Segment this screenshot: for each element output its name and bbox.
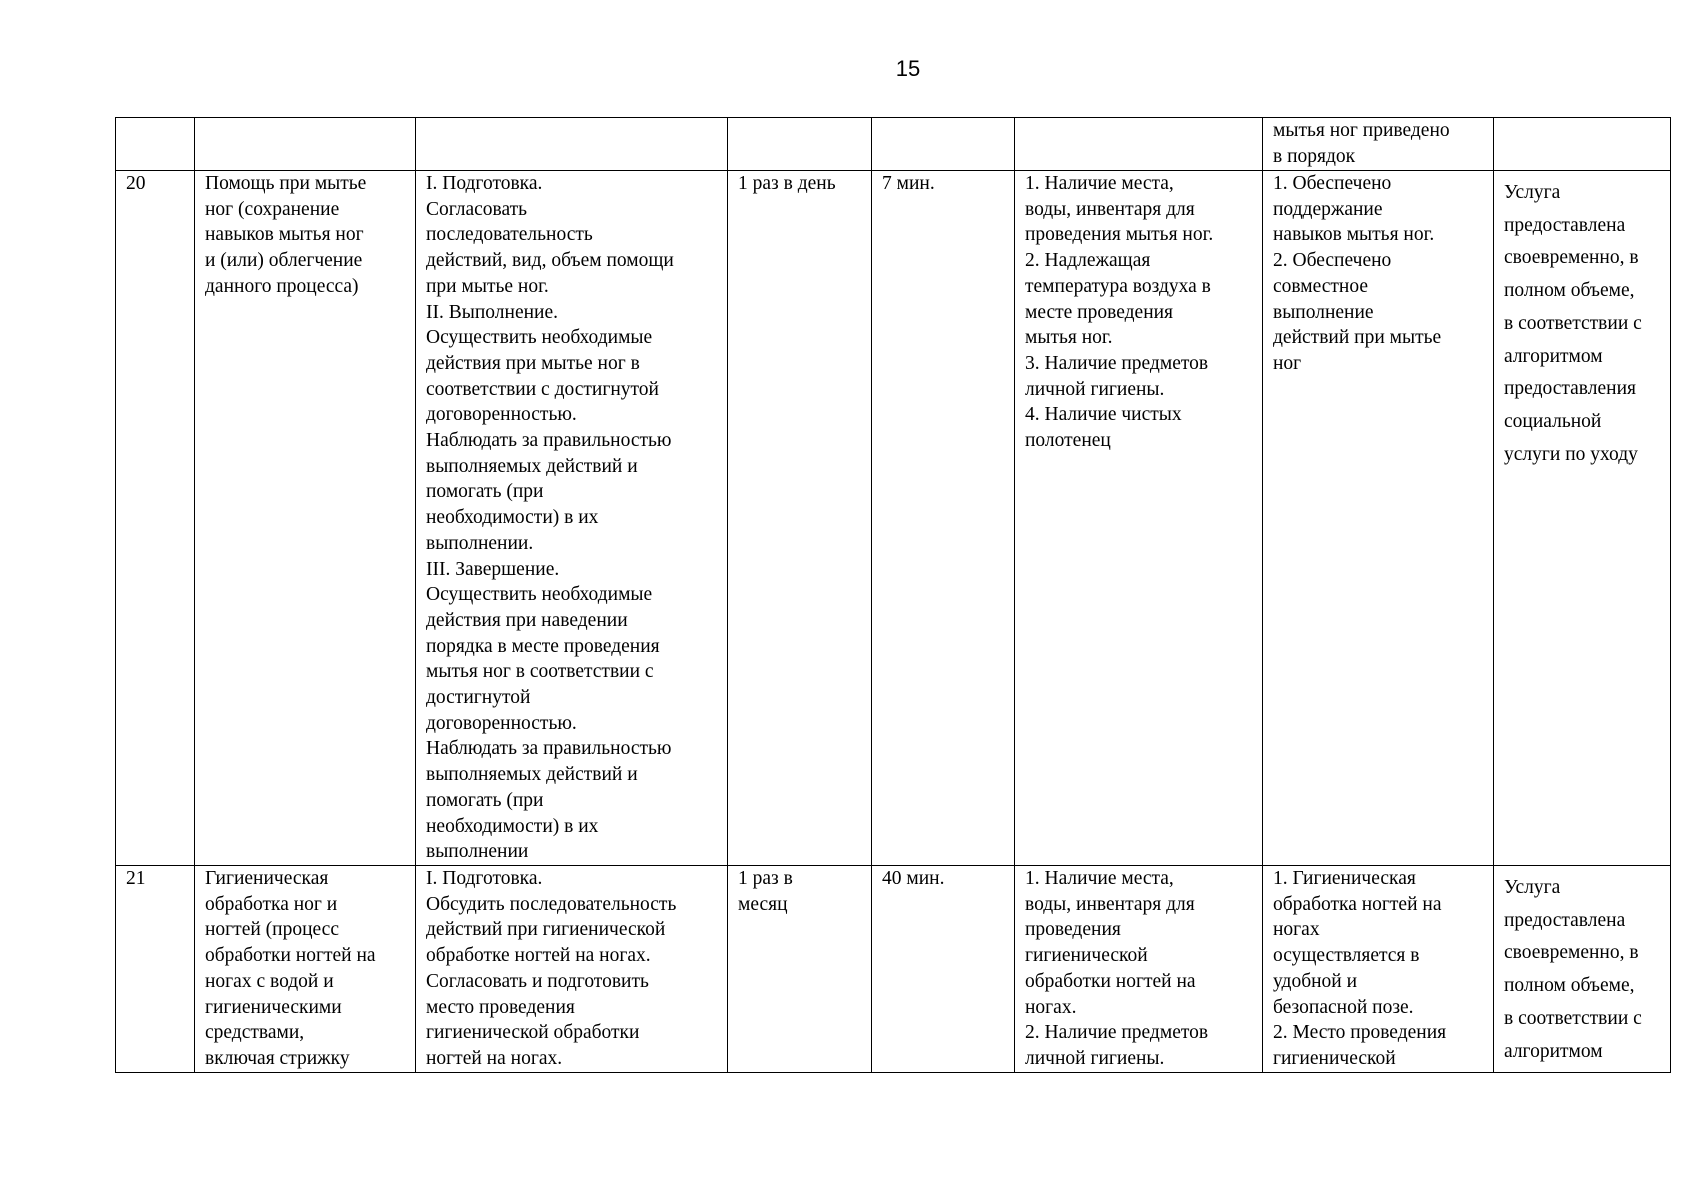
- cell-actions: I. Подготовка. Согласовать последовательность действий, вид, объем помощи при мытье ног. II. Выполнение. Осуществить необходимые действия при мытье ног в соответствии с достигнутой договоренностью. Наблюдать за правильностью выполняемых действий и помогать (при необходимости) в их выполнении. III. Завершение. Осуществить необходимые действия при наведении порядка в месте проведения мытья ног в соответствии с достигнутой договоренностью. Наблюдать за правильностью выполняемых действий и помогать (при необходимости) в их выполнении: [416, 171, 728, 866]
- cell-service-name: [195, 118, 416, 171]
- cell-number: [116, 118, 195, 171]
- cell-actions: I. Подготовка. Обсудить последовательность действий при гигиенической обработке ногтей на ногах. Согласовать и подготовить место проведения гигиенической обработки ногтей на ногах.: [416, 866, 728, 1073]
- cell-service-name: Помощь при мытье ног (сохранение навыков мытья ног и (или) облегчение данного процесса): [195, 171, 416, 866]
- cell-duration: 7 мин.: [872, 171, 1015, 866]
- service-standards-table: [115, 117, 1671, 1073]
- cell-number: 21: [116, 866, 195, 1073]
- cell-duration: [872, 118, 1015, 171]
- table-row-continuation: [116, 118, 1671, 171]
- table-row-21: [116, 866, 1671, 1073]
- cell-frequency: [728, 118, 872, 171]
- cell-result: [1494, 118, 1671, 171]
- cell-service-name: Гигиеническая обработка ног и ногтей (процесс обработки ногтей на ногах с водой и гигиеническими средствами, включая стрижку: [195, 866, 416, 1073]
- cell-conditions: [1015, 118, 1263, 171]
- cell-frequency: 1 раз в день: [728, 171, 872, 866]
- cell-result: Услуга предоставлена своевременно, в полном объеме, в соответствии с алгоритмом: [1494, 866, 1671, 1073]
- cell-actions: [416, 118, 728, 171]
- cell-indicators: мытья ног приведено в порядок: [1263, 118, 1494, 171]
- cell-number: 20: [116, 171, 195, 866]
- cell-conditions: 1. Наличие места, воды, инвентаря для проведения гигиенической обработки ногтей на ногах. 2. Наличие предметов личной гигиены.: [1015, 866, 1263, 1073]
- cell-result: Услуга предоставлена своевременно, в полном объеме, в соответствии с алгоритмом предоставления социальной услуги по уходу: [1494, 171, 1671, 866]
- cell-indicators: 1. Гигиеническая обработка ногтей на ногах осуществляется в удобной и безопасной позе. 2. Место проведения гигиенической: [1263, 866, 1494, 1073]
- cell-duration: 40 мин.: [872, 866, 1015, 1073]
- table-row-20: [116, 171, 1671, 866]
- cell-indicators: 1. Обеспечено поддержание навыков мытья ног. 2. Обеспечено совместное выполнение действий при мытье ног: [1263, 171, 1494, 866]
- page-number: 15: [895, 56, 921, 81]
- cell-conditions: 1. Наличие места, воды, инвентаря для проведения мытья ног. 2. Надлежащая температура воздуха в месте проведения мытья ног. 3. Наличие предметов личной гигиены. 4. Наличие чистых полотенец: [1015, 171, 1263, 866]
- cell-frequency: 1 раз в месяц: [728, 866, 872, 1073]
